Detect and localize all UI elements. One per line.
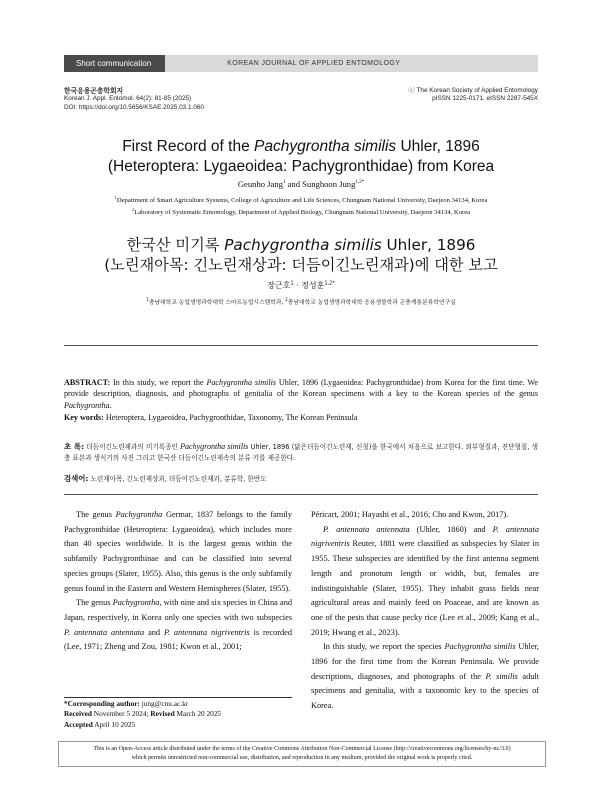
- paragraph: The genus Pachygrontha Germar, 1837 belongs to the family Pachygronthidae (Heteroptera: Lygaeoidea), which includes more than 40 species worldwide. It is the largest genus within the subfamily Pachygronthinae and can be classified into several species groups (Slater, 1955). Also, this genus is the only subfamily genus found in the Eastern and Western Hemispheres (Slater, 1955).: [64, 510, 292, 593]
- copyright: ⓒ The Korean Society of Applied Entomology: [408, 87, 538, 94]
- citation: Korean J. Appl. Entomol. 64(2): 81-85 (2025): [64, 95, 192, 103]
- paragraph: In this study, we report the species Pachygrontha similis Uhler, 1896 for the first time from the Korean Peninsula. We provide descriptions, diagnoses, and photographs of the P. similis adult specimens and genitalia, with a taxonomic key to the species of Korea.: [311, 642, 540, 711]
- english-authors: Geunho Jang$^1$ and Sunghoon Jung$^{1,2*}$: [237, 179, 365, 189]
- license-box: This is an Open-Access article distributed under the terms of the Creative Commons Attribution Non-Commercial License (http://creativecommons.org/licenses/by-nc/3.0) which permits unrestricted non-commercial use, distribution, and reproduction in any medium, provided the original work is properly cited.: [58, 741, 546, 767]
- english-affiliations: $^1$Department of Smart Agriculture Systems, College of Agriculture and Life Sciences, Chungnam National University, Daejeon 34134, Korea $^2$Laboratory of Systematic Entomology, Department of Applied Biology, Chungnam National University, Daejeon 34134, Korea: [114, 195, 488, 216]
- footnote: *Corresponding author: jung@cnu.ac.kr Received November 5 2024; Revised March 20 2025 Accepted April 10 2025: [64, 699, 222, 729]
- korean-authors: 장근호$^1$ · 정성훈$^{1,2*}$: [267, 280, 335, 290]
- korean-keywords: 검색어: 노린재아목, 긴노린재상과, 더듬이긴노린재과, 분류학, 한반도: [64, 474, 267, 483]
- keywords: Key words: Heteroptera, Lygaeoidea, Pachygronthidae, Taxonomy, The Korean Peninsula: [64, 413, 358, 422]
- citation-block: [64, 87, 204, 112]
- footnote-divider: [64, 697, 292, 698]
- divider: [64, 345, 538, 346]
- section-label: Short communication: [64, 55, 165, 72]
- korean-title: 한국산 미기록 Pachygrontha similis Uhler, 1896 (노린재아목: 긴노린재상과: 더듬이긴노린재과)에 대한 보고: [104, 236, 498, 274]
- korean-abstract: 초 록: 더듬이긴노린재과의 미기록종인 Pachygrontha similis Uhler, 1896 (닮은더듬이긴노린재, 신칭)을 한국에서 처음으로 보고한다. 외부형질과, 진단형질, 생충 표본과 생식기의 사진 그리고 한국산 더듬이긴노린재속의 분류 키를 제공한다.: [64, 442, 538, 463]
- species-name: Pachygrontha similis: [254, 138, 397, 155]
- section-header-band: [64, 55, 538, 72]
- english-title: First Record of the Pachygrontha similis Uhler, 1896 (Heteroptera: Lygaeoidea: Pachygronthidae) from Korea: [107, 138, 495, 175]
- body-column-right: [311, 508, 539, 714]
- journal-korean-name: 한국응용곤충학회지: [64, 87, 124, 95]
- divider: [64, 494, 538, 495]
- journal-name: KOREAN JOURNAL OF APPLIED ENTOMOLOGY: [227, 60, 401, 67]
- abstract: ABSTRACT: In this study, we report the Pachygrontha similis Uhler, 1896 (Lygaeoidea: Pachygronthidae) from Korea for the first time. We provide description, diagnosis, and photographs of genitalia of the Korean specimens with a key to the Korean species of the genus Pachygrontha.: [64, 378, 539, 410]
- body-column-left: [64, 508, 292, 655]
- doi-link[interactable]: DOI: https://doi.org/10.5656/KSAE.2025.03.1.060: [64, 103, 204, 111]
- korean-affiliations: $^1$충남대학교 농업생명과학대학 스마트농업시스템학과, $^2$충남대학교 농업생명과학대학 응용생물학과 곤충계통분류학연구실: [146, 297, 456, 306]
- paragraph: P. antennata antennata (Uhler, 1860) and P. antennata nigriventris Reuter, 1881 were classified as subspecies by Slater in 1955. These subspecies are identified by the first antenna segment length and pronotum length or width, but, females are indistinguishable (Slater, 1955). They inhabit grass fields near agricultural areas and mainly feed on Poaceae, and are known as one of the pests that cause pecky rice (Lee et al., 2009; Kang et al., 2019; Hwang et al., 2023).: [311, 524, 539, 637]
- paragraph: Péricart, 2001; Hayashi et al., 2016; Cho and Kwon, 2017).: [311, 510, 509, 519]
- email-link[interactable]: jung@cnu.ac.kr: [139, 699, 189, 708]
- copyright-block: [408, 87, 538, 104]
- paragraph: The genus Pachygrontha, with nine and six species in China and Japan, respectively, in Korea only one species with two subspecies P. antennata antennata and P. antennata nigriventris is recorded (Lee, 1971; Zheng and Zou, 1981; Kwon et al., 2001;: [64, 598, 293, 652]
- issn: pISSN 1225-0171, eISSN 2287-545X: [432, 95, 538, 103]
